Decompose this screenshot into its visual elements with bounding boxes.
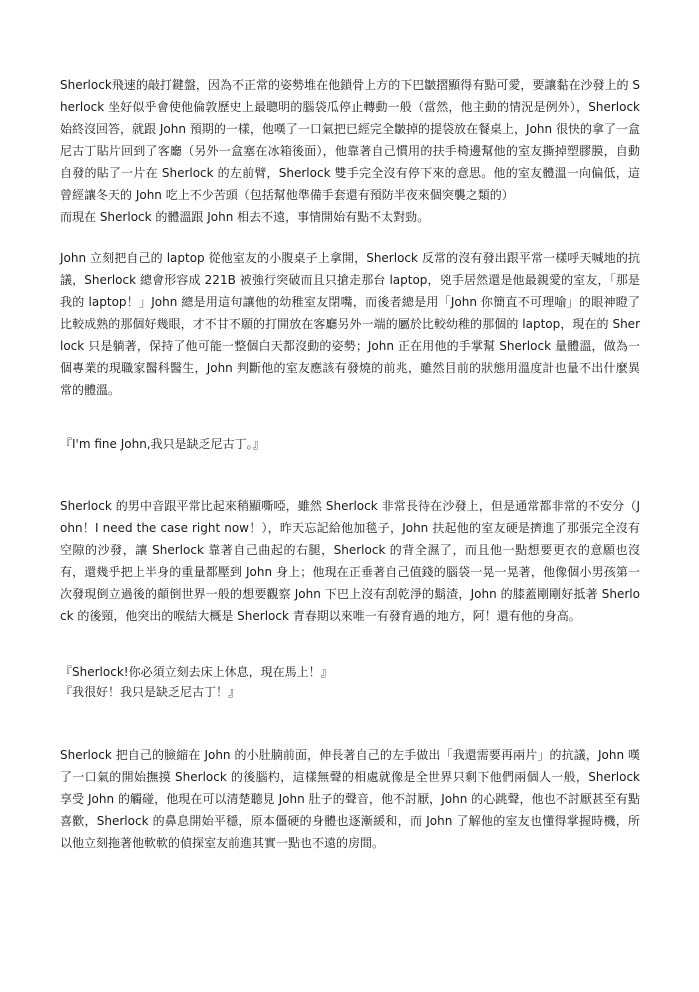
- document-body: [60, 74, 644, 854]
- paragraph-laptop-argument: John 立刻把自己的 laptop 從他室友的小腹桌子上拿開，Sherlock 反常的沒有發出跟平常一樣呼天喊地的抗議，Sherlock 總會形容成 221B 被強行突破而且只搶走那台 laptop，兇手居然還是他最親愛的室友，「那是我的 laptop！」John 總是用這句讓他的幼稚室友閉嘴，而後者總是用「John 你簡直不可理喻」的眼神瞪了比較成熟的那個好幾眼，才不甘不願的打開放在客廳另外一端的屬於比較幼稚的那個的 laptop，現在的 Sherlock 只是躺著，保持了他可能一整個白天都沒動的姿勢；John 正在用他的手掌幫 Sherlock 量體溫，做為一個專業的現職家醫科醫生，John 判斷他的室友應該有發燒的前兆，雖然目前的狀態用溫度計也量不出什麼異常的體溫。: [60, 251, 640, 397]
- dialogue-sherlock-fine: 『I'm fine John,我只是缺乏尼古丁。』: [60, 437, 265, 451]
- paragraph-laptop-temperature: Sherlock飛速的敲打鍵盤，因為不正常的姿勢堆在他鎖骨上方的下巴皺摺顯得有點可愛，要讓黏在沙發上的 Sherlock 坐好似乎會使他倫敦歷史上最聰明的腦袋瓜停止轉動一般（當然，他主動的情況是例外），Sherlock 始終沒回答，就跟 John 預期的一樣，他嘆了一口氣把已經完全皺掉的提袋放在餐桌上，John 很快的拿了一盒尼古丁貼片回到了客廳（另外一盒塞在冰箱後面），他靠著自己慣用的扶手椅邊幫他的室友撕掉塑膠膜，自動自發的貼了一片在 Sherlock 的左前臂，Sherlock 雙手完全沒有停下來的意思。他的室友體溫一向偏低，這曾經讓冬天的 John 吃上不少苦頭（包括幫他準備手套還有預防半夜來個突襲之類的）: [60, 78, 644, 202]
- paragraph-bedroom: Sherlock 把自己的臉縮在 John 的小肚腩前面，伸長著自己的左手做出「我還需要再兩片」的抗議，John 嘆了一口氣的開始撫摸 Sherlock 的後腦杓，這樣無聲的相處就像是全世界只剩下他們兩個人一般，Sherlock 享受 John 的觸碰，他現在可以清楚聽見 John 肚子的聲音，他不討厭，John 的心跳聲，他也不討厭甚至有點喜歡，Sherlock 的鼻息開始平穩，原本僵硬的身體也逐漸緩和，而 John 了解他的室友也懂得掌握時機，所以他立刻拖著他軟軟的偵探室友前進其實一點也不遠的房間。: [60, 748, 644, 850]
- dialogue-sherlock-nicotine: 『我很好！我只是缺乏尼古丁！』: [60, 685, 241, 699]
- paragraph-spacer: [60, 627, 640, 662]
- paragraph-spacer: [60, 702, 640, 744]
- paragraph-body-temperature: 而現在 Sherlock 的體溫跟 John 相去不遠，事情開始有點不太對勁。: [60, 210, 430, 224]
- paragraph-sofa: Sherlock 的男中音跟平常比起來稍顯嘶啞，雖然 Sherlock 非常長待在沙發上，但是通常都非常的不安分（John！I need the case right now！），昨天忘記給他加毯子，John 扶起他的室友硬是擠進了那張完全沒有空隙的沙發，讓 Sherlock 靠著自己曲起的右腿，Sherlock 的背全濕了，而且他一點想要更衣的意願也沒有，還幾乎把上半身的重量都壓到 John 身上；他現在正垂著自己值錢的腦袋一晃一晃著，他像個小男孩第一次發現倒立過後的顛倒世界一般的想要觀察 John 下巴上沒有刮乾淨的鬍渣，John 的膝蓋剛剛好抵著 Sherlock 的後頸，他突出的喉結大概是 Sherlock 青春期以來唯一有發育過的地方，阿！還有他的身高。: [60, 499, 640, 623]
- dialogue-john-bed: 『Sherlock!你必須立刻去床上休息，現在馬上！』: [60, 665, 333, 679]
- paragraph-spacer: [60, 228, 640, 247]
- paragraph-spacer: [60, 454, 640, 495]
- paragraph-spacer: [60, 401, 640, 434]
